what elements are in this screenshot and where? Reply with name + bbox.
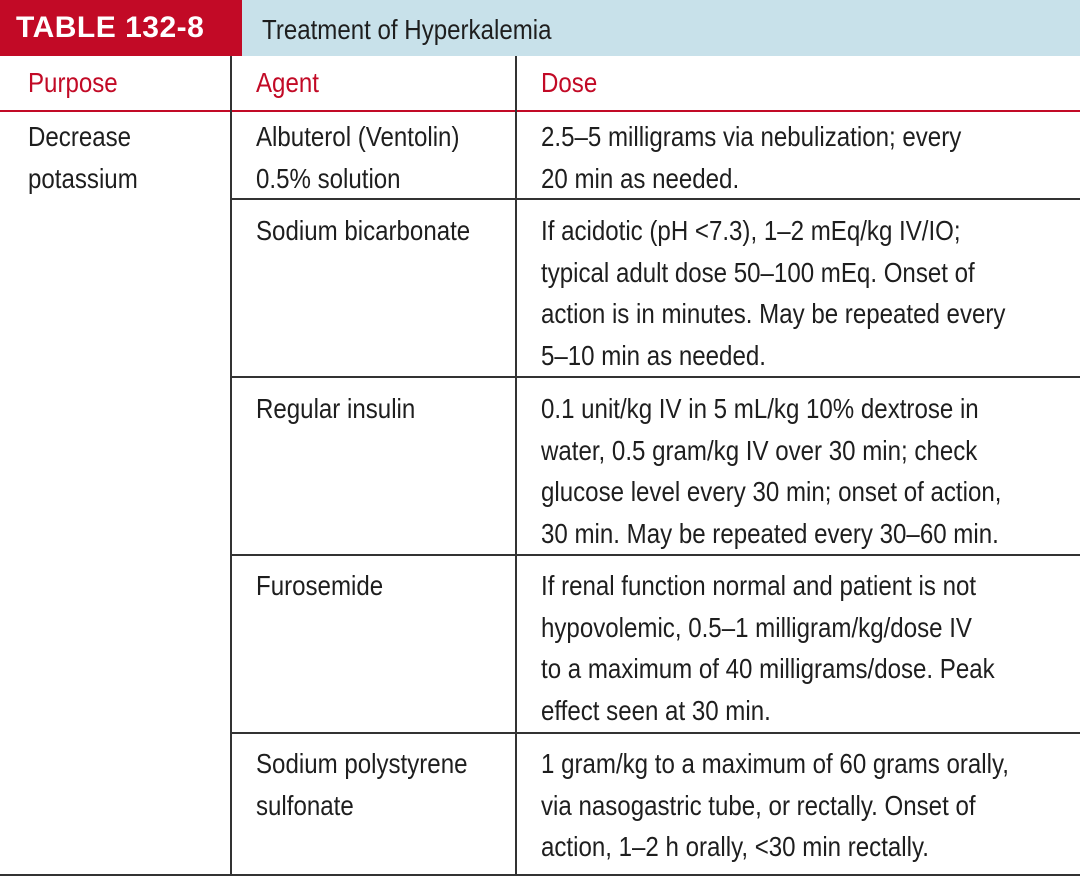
agent-cell: Furosemide	[256, 570, 384, 601]
dose-cell: 2.5–5 milligrams via nebulization; every 20 min as needed.	[541, 121, 962, 194]
row-divider	[230, 376, 1080, 378]
agent-cell: Regular insulin	[256, 393, 416, 424]
agent-cell: Sodium bicarbonate	[256, 215, 471, 246]
dose-cell: 1 gram/kg to a maximum of 60 grams orally, via nasogastric tube, or rectally. Onset of action, 1–2 h orally, <30 min rectally.	[541, 748, 1009, 862]
column-header-agent: Agent	[256, 67, 319, 98]
column-header-dose: Dose	[541, 67, 598, 98]
purpose-cell: Decrease potassium	[28, 121, 138, 194]
header-divider	[0, 110, 1080, 112]
column-divider-2	[515, 56, 517, 876]
table-number-label: TABLE 132-8	[0, 0, 242, 56]
dose-cell: 0.1 unit/kg IV in 5 mL/kg 10% dextrose in water, 0.5 gram/kg IV over 30 min; check glucose level every 30 min; onset of action, 30 min. May be repeated every 30–60 min.	[541, 393, 1002, 549]
row-divider	[230, 732, 1080, 734]
dose-cell: If acidotic (pH <7.3), 1–2 mEq/kg IV/IO; typical adult dose 50–100 mEq. Onset of action is in minutes. May be repeated every 5–10 min as needed.	[541, 215, 1006, 371]
row-divider	[230, 554, 1080, 556]
column-header-purpose: Purpose	[28, 67, 118, 98]
table-title: Treatment of Hyperkalemia	[262, 14, 552, 45]
dose-cell: If renal function normal and patient is not hypovolemic, 0.5–1 milligram/kg/dose IV to a maximum of 40 milligrams/dose. Peak effect seen at 30 min.	[541, 570, 995, 726]
column-divider-1	[230, 56, 232, 876]
agent-cell: Sodium polystyrene sulfonate	[256, 748, 468, 821]
agent-cell: Albuterol (Ventolin) 0.5% solution	[256, 121, 460, 194]
table-bottom-border	[0, 874, 1080, 876]
